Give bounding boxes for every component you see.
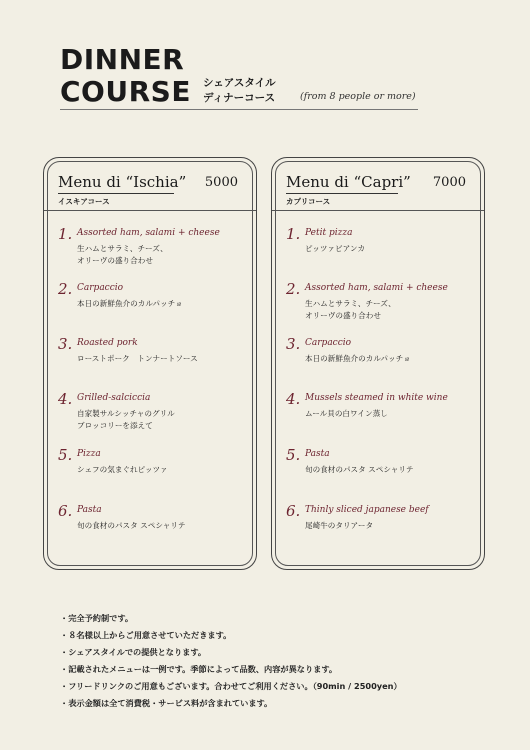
item-description-jp — [305, 520, 373, 532]
item-name-en: Petit pizza — [305, 228, 353, 238]
item-name-en: Carpaccio — [305, 338, 352, 348]
item-jp-line-1: 本日の新鮮魚介のカルパッチョ — [305, 354, 411, 363]
item-jp-line-1: 生ハムとサラミ、チーズ、 — [77, 244, 168, 253]
item-name-en: Assorted ham, salami + cheese — [77, 228, 220, 238]
item-number: 2. — [286, 280, 301, 298]
item-jp-line-1: シェフの気まぐれピッツァ — [77, 465, 168, 474]
menu-name-underline — [286, 193, 398, 194]
item-number: 1. — [58, 225, 73, 243]
menu-card-ischia — [43, 157, 257, 570]
item-jp-line-1: ムール貝の白ワイン蒸し — [305, 409, 388, 418]
item-number: 1. — [286, 225, 301, 243]
card-divider — [44, 210, 256, 211]
item-name-en: Roasted pork — [77, 338, 138, 348]
item-number: 4. — [286, 390, 301, 408]
item-name-en: Carpaccio — [77, 283, 124, 293]
menu-name-jp: カプリコース — [286, 197, 331, 206]
menu-card-capri — [271, 157, 485, 570]
card-header — [286, 173, 470, 193]
item-jp-line-1: 本日の新鮮魚介のカルパッチョ — [77, 299, 183, 308]
item-number: 3. — [286, 335, 301, 353]
item-number: 5. — [286, 446, 301, 464]
item-description-jp — [77, 298, 183, 310]
menu-name-underline — [58, 193, 174, 194]
item-description-jp — [305, 243, 365, 255]
title-divider — [60, 109, 418, 110]
note-item: ・フリードリンクのご用意もございます。合わせてご利用ください。（90min / 2500yen） — [60, 681, 402, 691]
title-line-1: DINNER — [60, 43, 185, 76]
item-jp-line-2: オリーヴの盛り合わせ — [77, 256, 153, 265]
subtitle-en: (from 8 people or more) — [300, 91, 416, 102]
item-description-jp — [305, 408, 388, 420]
item-description-jp — [77, 408, 175, 432]
item-number: 2. — [58, 280, 73, 298]
menu-name-jp: イスキアコース — [58, 197, 110, 206]
item-number: 4. — [58, 390, 73, 408]
item-description-jp — [77, 353, 198, 365]
item-number: 6. — [286, 502, 301, 520]
item-name-en: Assorted ham, salami + cheese — [305, 283, 448, 293]
note-item: ・シェアスタイルでの提供となります。 — [60, 647, 207, 657]
note-item: ・表示金額は全て消費税・サービス料が含まれています。 — [60, 698, 273, 708]
item-name-en: Pasta — [305, 449, 330, 459]
item-number: 5. — [58, 446, 73, 464]
note-item: ・完全予約制です。 — [60, 613, 134, 623]
item-jp-line-1: 旬の食材のパスタ スペシャリテ — [77, 521, 186, 530]
subtitle-jp-line-2: ディナーコース — [203, 92, 276, 104]
item-description-jp — [305, 353, 411, 365]
item-description-jp — [305, 298, 396, 322]
item-description-jp — [77, 520, 185, 532]
note-item: ・記載されたメニューは一例です。季節によって品数、内容が異なります。 — [60, 664, 338, 674]
title-line-2: COURSE — [60, 75, 191, 108]
card-divider — [272, 210, 484, 211]
menu-name: Menu di “Ischia” — [58, 173, 187, 191]
page-title — [60, 44, 191, 108]
item-jp-line-2: オリーヴの盛り合わせ — [305, 311, 381, 320]
item-jp-line-1: 旬の食材のパスタ スペシャリテ — [305, 465, 414, 474]
menu-price: 7000 — [432, 175, 466, 190]
item-name-en: Pizza — [77, 449, 101, 459]
subtitle-jp — [203, 76, 276, 106]
item-description-jp — [305, 464, 413, 476]
item-number: 6. — [58, 502, 73, 520]
item-name-en: Grilled-salciccia — [77, 393, 151, 403]
item-jp-line-2: ブロッコリーを添えて — [77, 421, 153, 430]
item-number: 3. — [58, 335, 73, 353]
item-name-en: Mussels steamed in white wine — [305, 393, 448, 403]
note-item: ・８名様以上からご用意させていただきます。 — [60, 630, 232, 640]
item-jp-line-1: 生ハムとサラミ、チーズ、 — [305, 299, 396, 308]
card-header — [58, 173, 242, 193]
item-jp-line-1: ピッツァビアンカ — [305, 244, 366, 253]
item-jp-line-1: 自家製サルシッチャのグリル — [77, 409, 175, 418]
item-name-en: Pasta — [77, 505, 102, 515]
item-description-jp — [77, 464, 168, 476]
notes-list — [60, 610, 402, 712]
item-jp-line-1: ローストポーク トンナートソース — [77, 354, 198, 363]
item-name-en: Thinly sliced japanese beef — [305, 505, 429, 515]
item-description-jp — [77, 243, 168, 267]
subtitle-jp-line-1: シェアスタイル — [203, 77, 276, 89]
menu-name: Menu di “Capri” — [286, 173, 411, 191]
item-jp-line-1: 尾崎牛のタリアータ — [305, 521, 374, 530]
menu-price: 5000 — [204, 175, 238, 190]
